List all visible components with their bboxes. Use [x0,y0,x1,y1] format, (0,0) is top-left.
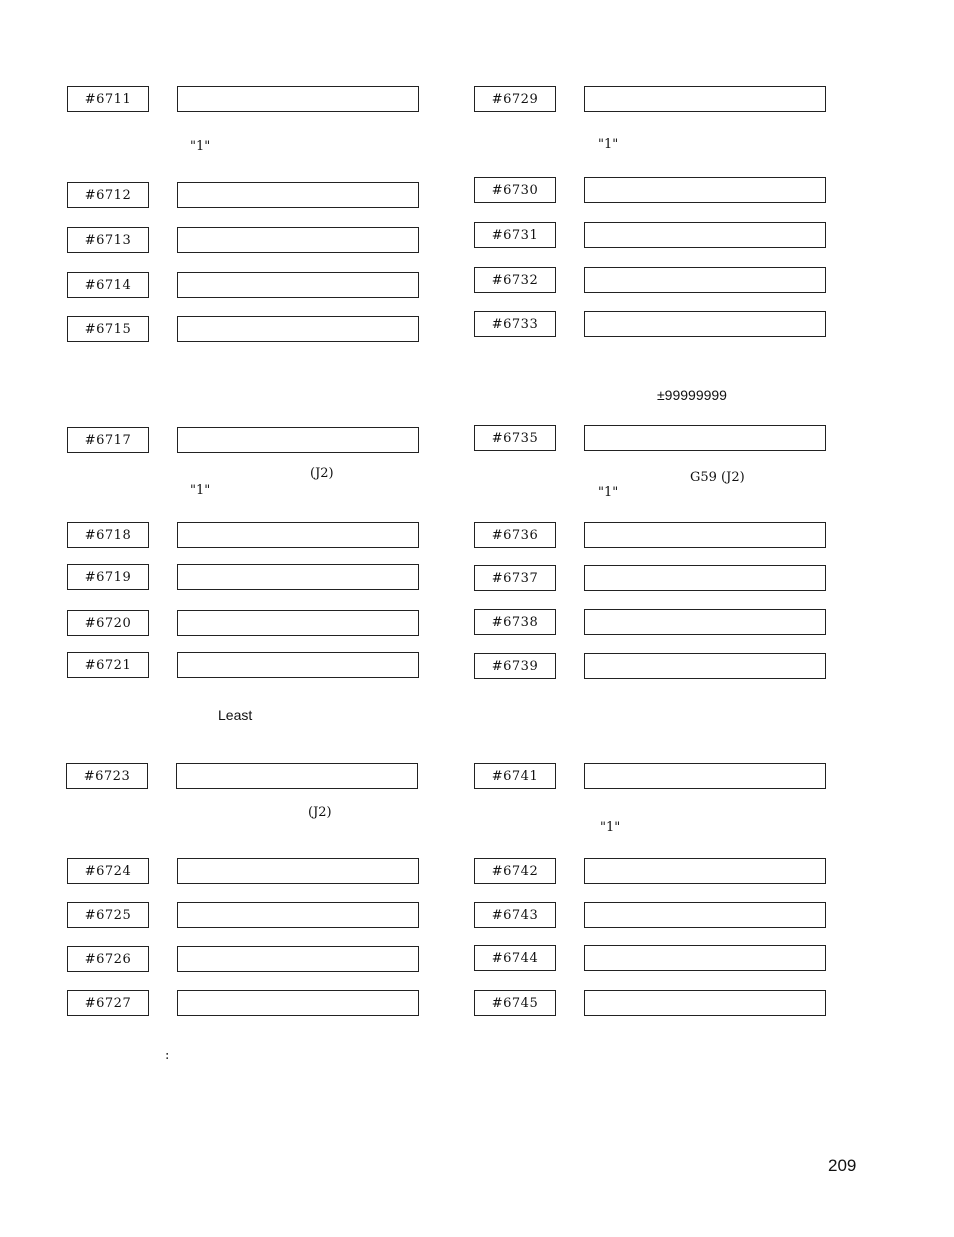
note-g59-j2: G59 (J2) [690,470,745,485]
value-field[interactable] [177,272,419,298]
value-field[interactable] [177,316,419,342]
param-number-box: #6720 [67,610,149,636]
param-number-box: #6743 [474,902,556,928]
value-field[interactable] [584,858,826,884]
param-number-box: #6744 [474,945,556,971]
param-number-box: #6718 [67,522,149,548]
param-number-box: #6726 [67,946,149,972]
value-field[interactable] [176,763,418,789]
param-number-box: #6731 [474,222,556,248]
value-field[interactable] [177,858,419,884]
note-least: Least [218,707,253,723]
value-field[interactable] [584,763,826,789]
param-number-box: #6737 [474,565,556,591]
param-number-box: #6723 [66,763,148,789]
value-field[interactable] [584,609,826,635]
value-field[interactable] [177,86,419,112]
param-number-box: #6739 [474,653,556,679]
param-number-box: #6730 [474,177,556,203]
param-number-box: #6732 [474,267,556,293]
note-j2: (J2) [310,466,334,481]
param-number-box: #6733 [474,311,556,337]
value-field[interactable] [584,86,826,112]
value-field[interactable] [584,945,826,971]
param-number-box: #6738 [474,609,556,635]
note-value-one: "1" [598,137,619,152]
param-number-box: #6721 [67,652,149,678]
value-field[interactable] [177,990,419,1016]
param-number-box: #6717 [67,427,149,453]
param-number-box: #6735 [474,425,556,451]
value-field[interactable] [177,946,419,972]
param-number-box: #6713 [67,227,149,253]
value-field[interactable] [584,565,826,591]
param-number-box: #6742 [474,858,556,884]
note-value-one: "1" [190,483,211,498]
value-field[interactable] [177,427,419,453]
value-field[interactable] [177,652,419,678]
note-value-one: "1" [598,485,619,500]
value-field[interactable] [584,990,826,1016]
value-field[interactable] [177,227,419,253]
param-number-box: #6741 [474,763,556,789]
value-field[interactable] [177,522,419,548]
note-range: ±99999999 [657,387,727,403]
param-number-box: #6711 [67,86,149,112]
param-number-box: #6745 [474,990,556,1016]
value-field[interactable] [177,902,419,928]
value-field[interactable] [177,564,419,590]
param-number-box: #6725 [67,902,149,928]
note-j2: (J2) [308,805,332,820]
value-field[interactable] [584,902,826,928]
value-field[interactable] [584,222,826,248]
param-number-box: #6727 [67,990,149,1016]
value-field[interactable] [584,267,826,293]
value-field[interactable] [177,182,419,208]
value-field[interactable] [584,311,826,337]
param-number-box: #6712 [67,182,149,208]
param-number-box: #6736 [474,522,556,548]
value-field[interactable] [584,425,826,451]
param-number-box: #6715 [67,316,149,342]
value-field[interactable] [177,610,419,636]
value-field[interactable] [584,522,826,548]
page-number: 209 [828,1156,857,1175]
value-field[interactable] [584,653,826,679]
note-value-one: "1" [190,139,211,154]
param-number-box: #6719 [67,564,149,590]
value-field[interactable] [584,177,826,203]
param-number-box: #6714 [67,272,149,298]
note-colon: : [165,1048,170,1063]
note-value-one: "1" [600,820,621,835]
param-number-box: #6729 [474,86,556,112]
param-number-box: #6724 [67,858,149,884]
